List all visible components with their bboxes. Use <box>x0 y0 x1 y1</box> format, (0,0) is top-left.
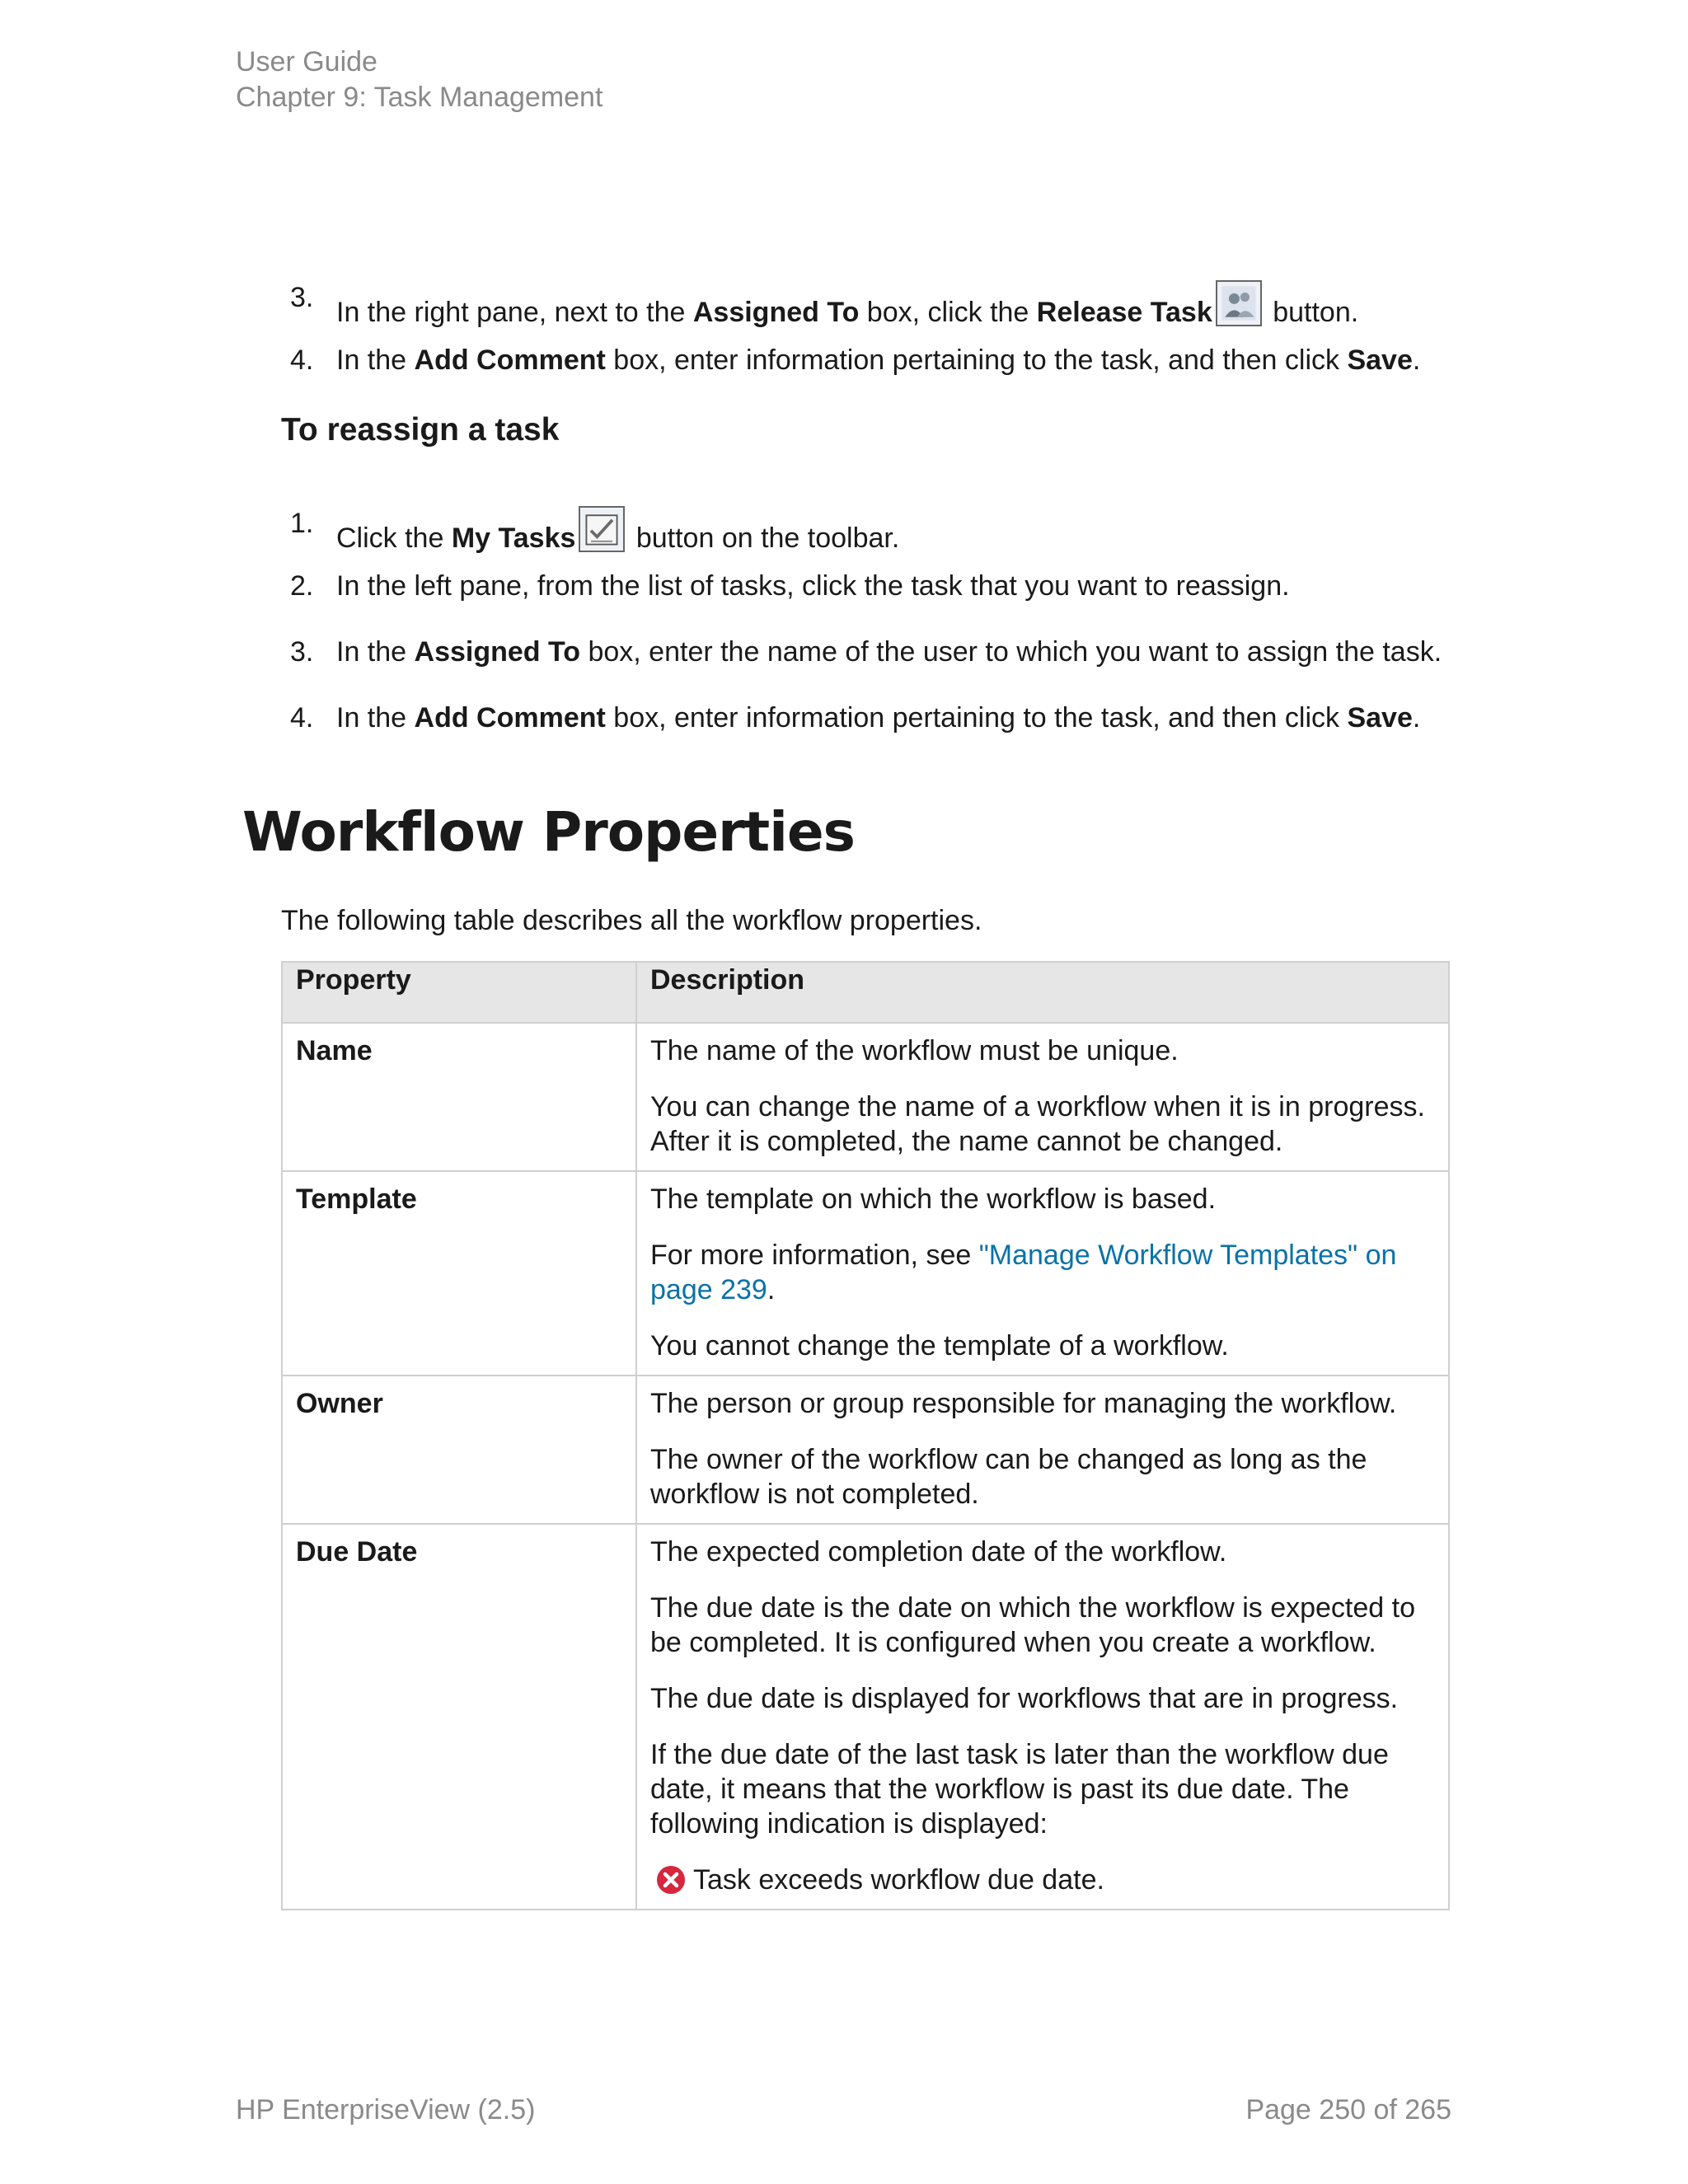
warning-text: Task exceeds workflow due date. <box>693 1864 1104 1896</box>
property-cell: Name <box>282 1023 636 1171</box>
step-number: 3. <box>290 282 314 313</box>
step-text: In the left pane, from the list of tasks, click the task that you want to reassign. <box>336 570 1290 602</box>
step-text: . <box>1412 344 1421 376</box>
step-number: 1. <box>290 508 314 539</box>
step-number: 2. <box>290 570 314 602</box>
step-text: In the <box>336 344 415 376</box>
description-text: The template on which the workflow is based. <box>650 1183 1217 1215</box>
table-header-row <box>282 962 1449 1023</box>
step-number: 4. <box>290 344 314 376</box>
description-text: . <box>767 1274 776 1305</box>
ui-term: Save <box>1347 702 1413 733</box>
step-text: box, enter information pertaining to the task, and then click <box>605 344 1348 376</box>
release-task-icon <box>1216 280 1262 326</box>
step-text: In the <box>336 702 415 733</box>
step-text: In the right pane, next to the <box>336 297 693 328</box>
description-text: The owner of the workflow can be changed as long as the workflow is not completed. <box>650 1444 1367 1510</box>
table-row <box>282 1023 1449 1171</box>
error-icon <box>655 1864 687 1896</box>
step-text: box, enter information pertaining to the task, and then click <box>605 702 1348 733</box>
description-cell <box>636 1524 1449 1910</box>
table-row <box>282 1376 1449 1524</box>
step-text: In the <box>336 636 415 668</box>
description-text: The due date is the date on which the workflow is expected to be completed. It is configured when you create a workflow. <box>650 1592 1415 1658</box>
running-header <box>236 45 603 115</box>
my-tasks-icon <box>579 506 625 552</box>
step-text: box, click the <box>859 297 1037 328</box>
description-cell <box>636 1376 1449 1524</box>
property-cell: Owner <box>282 1376 636 1524</box>
ui-term: Assigned To <box>692 297 860 328</box>
description-cell <box>636 1171 1449 1376</box>
ui-term: Add Comment <box>414 344 606 376</box>
description-text: The expected completion date of the workflow. <box>650 1536 1227 1568</box>
manage-workflow-templates-link[interactable]: "Manage Workflow Templates" on page 239 <box>650 1240 1397 1305</box>
description-text: The name of the workflow must be unique. <box>650 1035 1179 1066</box>
table-row <box>282 1171 1449 1376</box>
header-doc-title: User Guide <box>236 46 377 77</box>
description-text: You can change the name of a workflow when it is in progress. After it is completed, the name cannot be changed. <box>650 1091 1425 1157</box>
description-text: If the due date of the last task is later than the workflow due date, it means that the workflow is past its due date. The following indication is displayed: <box>650 1739 1389 1840</box>
description-cell <box>636 1023 1449 1171</box>
description-text: The person or group responsible for managing the workflow. <box>650 1388 1397 1419</box>
workflow-properties-table <box>281 961 1450 1910</box>
section-intro: The following table describes all the workflow properties. <box>281 905 982 936</box>
column-header-property: Property <box>282 962 636 1023</box>
property-cell: Template <box>282 1171 636 1376</box>
step-text: button. <box>1264 297 1359 328</box>
description-text: You cannot change the template of a workflow. <box>650 1330 1229 1361</box>
header-chapter: Chapter 9: Task Management <box>236 82 603 113</box>
column-header-description: Description <box>636 962 1449 1023</box>
description-text <box>650 1238 1435 1307</box>
warning-indication <box>650 1863 1435 1897</box>
step-text: button on the toolbar. <box>628 523 900 554</box>
property-cell: Due Date <box>282 1524 636 1910</box>
description-text: The due date is displayed for workflows that are in progress. <box>650 1683 1399 1714</box>
step-text: box, enter the name of the user to which you want to assign the task. <box>580 636 1442 668</box>
step-number: 4. <box>290 702 314 733</box>
footer-product: HP EnterpriseView (2.5) <box>236 2094 536 2125</box>
ui-term: Save <box>1347 344 1413 376</box>
ui-term: My Tasks <box>451 523 576 554</box>
step-text: Click the <box>336 523 452 554</box>
ui-term: Assigned To <box>414 636 581 668</box>
reassign-heading: To reassign a task <box>281 412 560 448</box>
description-text: For more information, see <box>650 1240 979 1271</box>
table-row <box>282 1524 1449 1910</box>
ui-term: Release Task <box>1036 297 1212 328</box>
step-number: 3. <box>290 636 314 668</box>
step-text: . <box>1412 702 1421 733</box>
ui-term: Add Comment <box>414 702 606 733</box>
section-title: Workflow Properties <box>242 800 855 864</box>
footer-page-number: Page 250 of 265 <box>1245 2094 1451 2125</box>
